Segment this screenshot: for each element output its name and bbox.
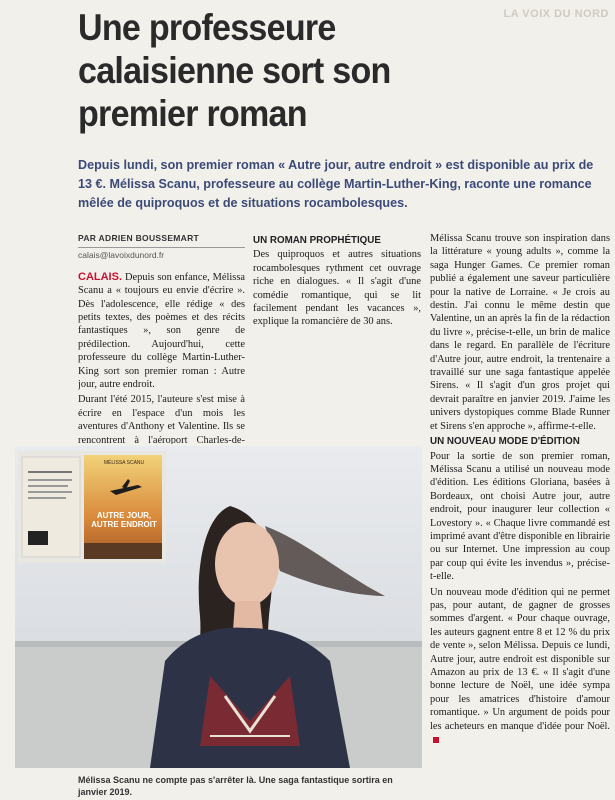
book-cover-image — [18, 451, 166, 563]
headline: Une professeure calaisienne sort son premier roman — [78, 7, 391, 134]
dateline: CALAIS. — [78, 270, 122, 283]
byline: PAR ADRIEN BOUSSEMART — [78, 232, 245, 248]
paragraph-1: Depuis son enfance, Mélissa Scanu a « toujours eu envie d'écrire ». Dès l'adolescence, elle rédige « des petits textes, des poèmes et des récits fantastiques », son genre de prédilection. Aujourd'hui, cette professeure du collège Martin-Luther-King sort son premier roman : Autre jour, autre endroit. — [78, 271, 245, 391]
masthead-corner: LA VOIX DU NORD — [503, 8, 609, 20]
paragraph-4: Mélissa Scanu trouve son inspiration dans la littérature « young adults », comme la saga Hunger Games. Ce premier roman publié a également une saveur particulière pour la native de Lorraine. « Je crois au destin. J'ai connu le même destin que Valentine, un an après la fin de la rédaction du livre », précise-t-elle, un brin de malice dans le regard. En parallèle de l'écriture d'Autre jour, autre endroit, la trentenaire a travaillé sur une saga fantastique appelée Sirens. « Il s'agit d'un gros projet qui devrait paraître en janvier 2019. J'aime les univers dystopiques comme Blade Runner et Sirens s'en approche », affirme-t-elle. — [430, 233, 610, 432]
end-mark-icon — [433, 737, 439, 743]
subhead-roman-prophetique: UN ROMAN PROPHÉTIQUE — [253, 235, 381, 246]
photo-caption: Mélissa Scanu ne compte pas s'arrêter là. Une saga fantastique sortira en janvier 2019. — [78, 775, 393, 797]
book-cover-graphic — [18, 451, 166, 563]
paragraph-5: Pour la sortie de son premier roman, Mélissa Scanu a utilisé un nouveau mode d'édition. Les éditions Gloriana, basées à Bordeaux, ont choisi Autre jour, autre endroit, pour inaugurer leur collection « Lovestory ». « Chaque livre commandé est imprimé avant d'être disponible en librairie ou sur Internet. Une impression au coup par coup qui évite les invendus », précise-t-elle. — [430, 450, 610, 583]
book-title: AUTRE JOUR, AUTRE ENDROIT — [91, 511, 157, 529]
author-email: calais@lavoixdunord.fr — [78, 250, 165, 261]
paragraph-6 — [430, 586, 610, 747]
standfirst: Depuis lundi, son premier roman « Autre jour, autre endroit » est disponible au prix de 13 €. Mélissa Scanu, professeure au collège Martin-Luther-King, raconte une romance mêlée de quiproquos et de situations rocambolesques. — [78, 158, 594, 210]
paragraph-6-text: Un nouveau mode d'édition qui ne permet pas, pour autant, de gagner de grosses sommes d'argent. « Pour chaque ouvrage, les auteurs gagnent entre 8 et 12 % du prix de vente », selon Mélissa. Depuis ce lundi, Autre jour, autre endroit est disponible sur Amazon au prix de 13 €. « Il s'agit d'une bonne lecture de Noël, une idée sympa pour les amatrices d'histoire d'amour romantique. » Un argument de poids pour les acheteurs en manque d'idée pour Noël. — [430, 586, 610, 732]
article-column-3 — [430, 232, 610, 792]
article-column-1 — [78, 232, 245, 444]
paragraph-2: Durant l'été 2015, l'auteure s'est mise à écrire en l'espace d'un mois les aventures d'Anthony et Valentine. Ils se rencontrent à l'aéroport Charles-de- — [78, 394, 245, 444]
article-column-2 — [253, 232, 421, 444]
book-author: MÉLISSA SCANU — [103, 460, 145, 466]
paragraph-3: Des quiproquos et autres situations rocambolesques rythment cet ouvrage riche en dialogues. « Il s'agit d'une comédie romantique, qui se lit facilement pendant les vacances », explique la romancière de 30 ans. — [253, 249, 421, 328]
paragraph-intro — [78, 271, 245, 392]
subhead-nouveau-mode-edition: UN NOUVEAU MODE D'ÉDITION — [430, 436, 580, 448]
